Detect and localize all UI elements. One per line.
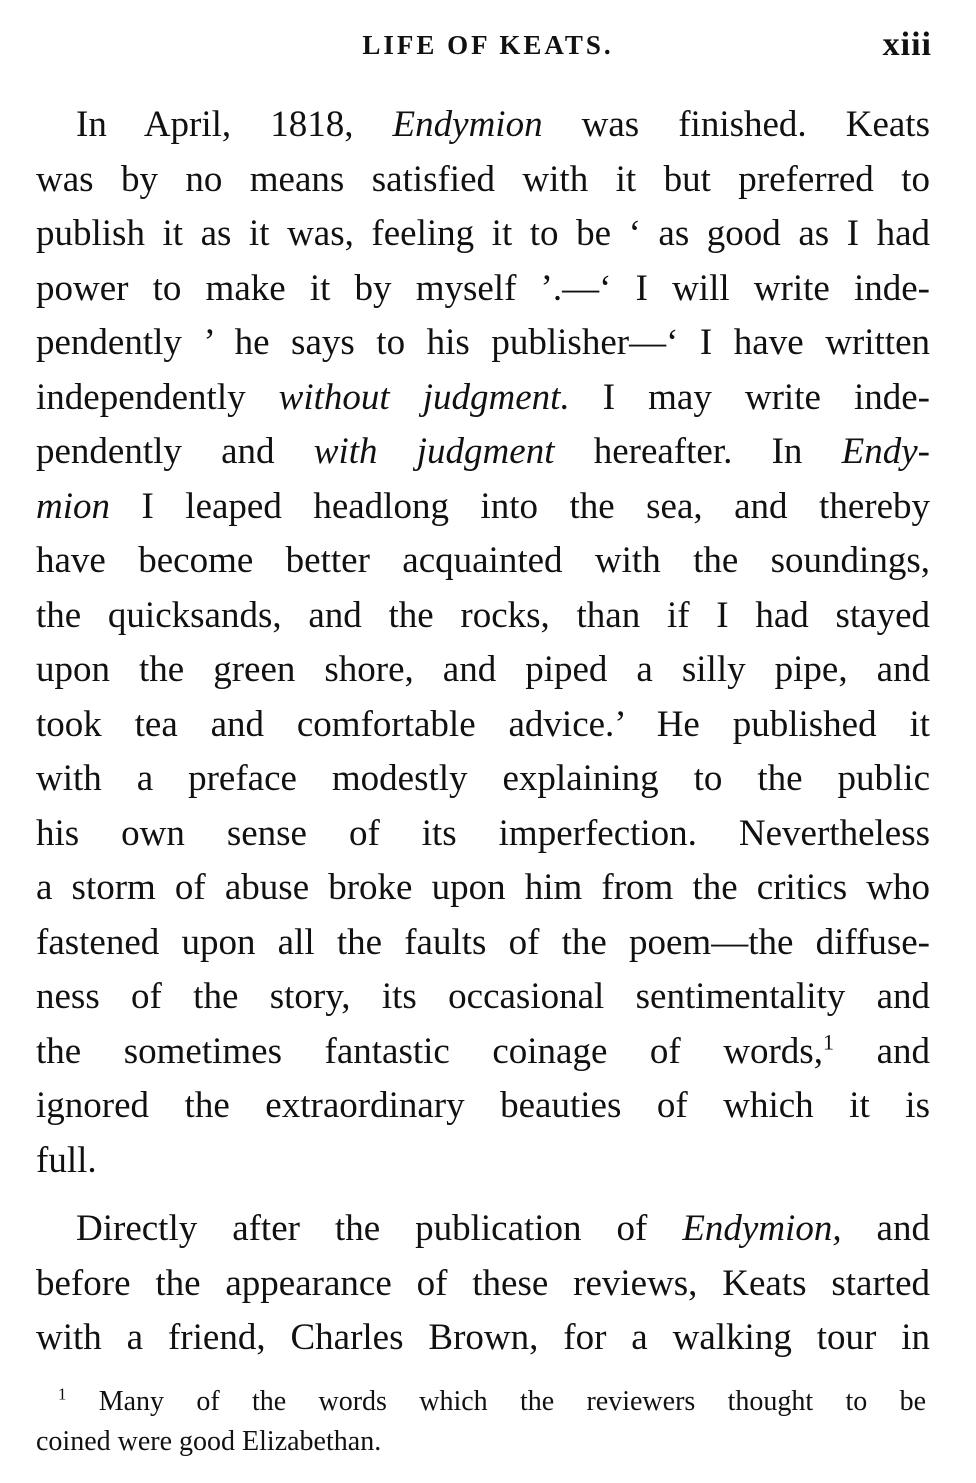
text-line <box>36 1257 930 1312</box>
text-run: took tea and comfortable advice.’ He published it <box>36 703 930 745</box>
text-run: publish it as it was, feeling it to be ‘ as good as I had <box>36 213 930 254</box>
text-line <box>36 207 930 262</box>
text-run: was by no means satisfied with it but preferred to <box>36 158 930 200</box>
text-line <box>36 371 930 426</box>
text-line <box>36 861 930 916</box>
text-run: before the appearance of these reviews, Keats started <box>36 1262 930 1304</box>
text-run: the sometimes fantastic coinage of words, <box>36 1030 823 1072</box>
text-run: upon the green shore, and piped a silly pipe, and <box>36 649 930 690</box>
text-line <box>36 425 930 480</box>
footnote-line <box>36 1422 926 1462</box>
text-run: pendently and <box>36 431 314 472</box>
paragraph-gap <box>36 1188 930 1202</box>
text-line <box>36 916 930 971</box>
text-run: his own sense of its imperfection. Nevertheless <box>36 812 930 854</box>
text-run: ignored the extraordinary beauties of which it is <box>36 1085 930 1126</box>
text-run: have become better acquainted with the soundings, <box>36 540 930 581</box>
text-line <box>36 698 930 753</box>
italic-text: Endymion, <box>682 1208 842 1249</box>
text-line <box>36 1025 930 1080</box>
text-run: and <box>834 1030 930 1072</box>
body-text <box>36 98 930 1366</box>
text-run: full. <box>36 1139 97 1181</box>
text-run: hereafter. In <box>554 431 842 472</box>
italic-text: Endymion <box>392 104 543 145</box>
text-run: fastened upon all the faults of the poem—the diffuse- <box>36 921 930 963</box>
text-run: the quicksands, and the rocks, than if I had stayed <box>36 594 930 636</box>
text-run: In April, 1818, <box>76 104 393 145</box>
paragraph <box>36 1202 930 1366</box>
italic-text: with judgment <box>313 431 555 472</box>
text-line <box>36 807 930 862</box>
text-line <box>36 480 930 535</box>
text-line <box>36 1134 930 1189</box>
text-line <box>36 153 930 208</box>
text-run: with a friend, Charles Brown, for a walking tour in <box>36 1317 930 1358</box>
text-run: coined were good Elizabethan. <box>36 1426 382 1457</box>
text-line <box>36 98 930 153</box>
text-line <box>36 1079 930 1134</box>
text-line <box>36 316 930 371</box>
text-line <box>36 262 930 317</box>
text-line <box>36 589 930 644</box>
text-line <box>36 1311 930 1366</box>
italic-text: mion <box>36 485 110 527</box>
text-line <box>36 752 930 807</box>
text-run: Many of the words which the reviewers thought to be <box>66 1386 926 1417</box>
page-number: xiii <box>882 26 932 63</box>
text-run: power to make it by myself ’.—‘ I will write inde- <box>36 267 930 309</box>
text-line <box>36 643 930 698</box>
footnote-marker: 1 <box>822 1029 835 1055</box>
text-run: a storm of abuse broke upon him from the critics who <box>36 867 930 908</box>
running-head <box>0 26 976 70</box>
italic-text: Endy- <box>841 431 931 472</box>
paragraph <box>36 98 930 1188</box>
footnote <box>36 1382 926 1462</box>
text-run: with a preface modestly explaining to the public <box>36 758 930 799</box>
text-line <box>36 534 930 589</box>
text-run: was finished. Keats <box>542 104 930 145</box>
text-run: ness of the story, its occasional sentimentality and <box>36 976 930 1017</box>
footnote-marker: 1 <box>58 1384 67 1404</box>
text-run: independently <box>36 376 279 418</box>
text-run: I leaped headlong into the sea, and thereby <box>110 485 930 527</box>
text-line <box>36 1202 930 1257</box>
running-title: LIFE OF KEATS. <box>362 30 614 60</box>
text-run: I may write inde- <box>569 376 930 418</box>
text-run: pendently ’ he says to his publisher—‘ I have written <box>36 322 930 363</box>
footnote-line <box>36 1382 926 1422</box>
text-line <box>36 970 930 1025</box>
italic-text: without judgment. <box>278 376 570 418</box>
text-run: Directly after the publication of <box>76 1208 683 1249</box>
text-run: and <box>841 1208 930 1249</box>
